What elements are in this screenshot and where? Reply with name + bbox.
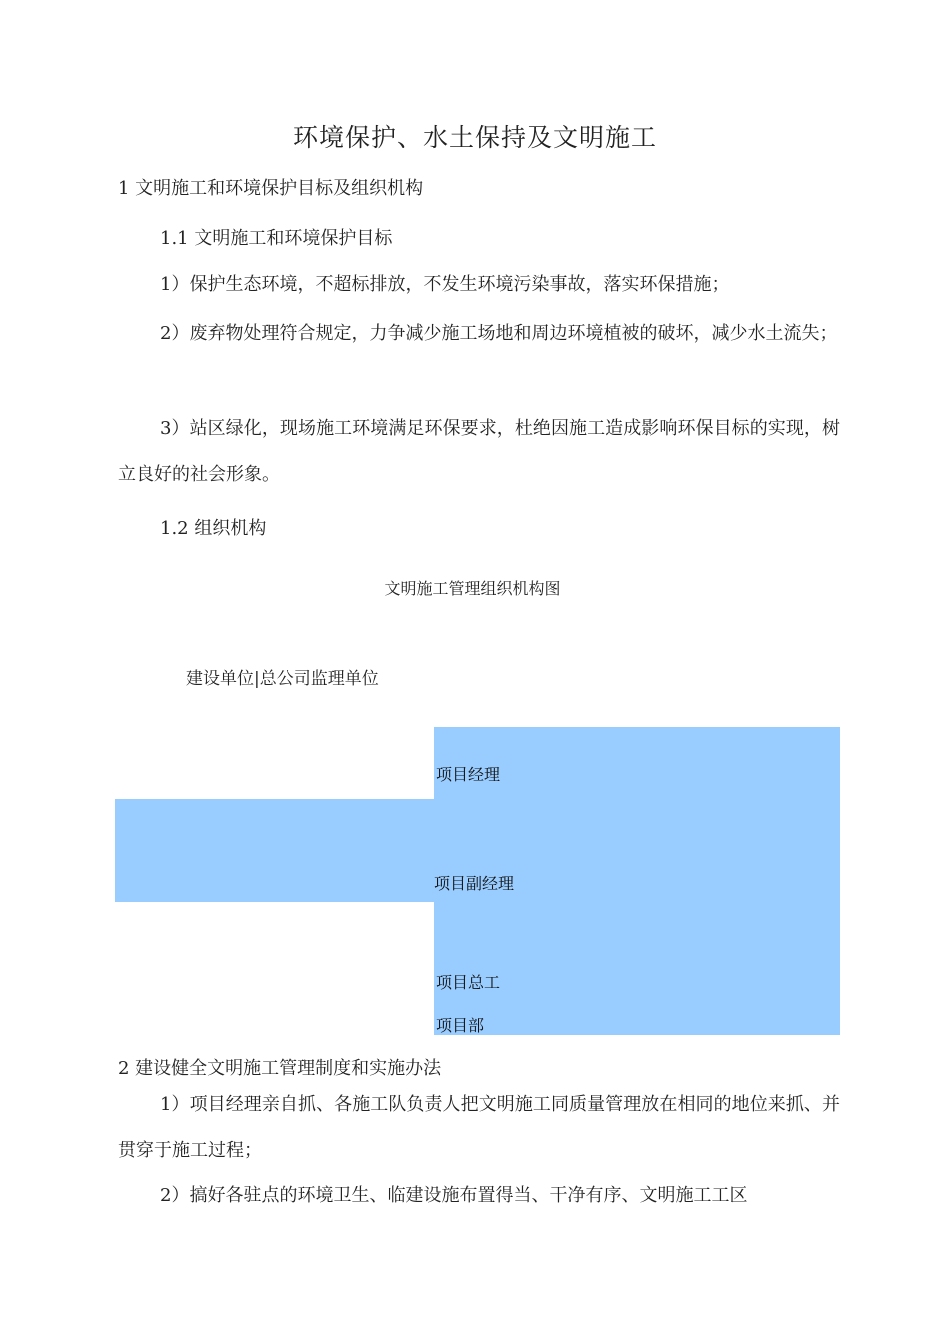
org-node-deputy-manager: 项目副经理: [434, 874, 515, 893]
org-node-project-manager: 项目经理: [436, 765, 501, 784]
page-title: 环境保护、水土保持及文明施工: [292, 123, 657, 152]
org-node-project-department: 项目部: [436, 1016, 485, 1035]
paragraph-goal-3: 3）站区绿化，现场施工环境满足环保要求，杜绝因施工造成影响环保目标的实现，树立良好的社会形象。: [118, 418, 840, 485]
org-chart-side-block: [115, 799, 435, 902]
section-1-heading: 1 文明施工和环境保护目标及组织机构: [118, 178, 424, 199]
paragraph-measure-1: 1）项目经理亲自抓、各施工队负责人把文明施工同质量管理放在相同的地位来抓、并贯穿于施工过程；: [118, 1094, 840, 1161]
section-1-2-heading: 1.2 组织机构: [160, 518, 267, 539]
paragraph-goal-2: 2）废弃物处理符合规定，力争减少施工场地和周边环境植被的破坏，减少水土流失；: [160, 323, 838, 344]
org-chart-units: 建设单位|总公司监理单位: [186, 669, 379, 689]
org-chart-caption: 文明施工管理组织机构图: [384, 579, 561, 598]
org-node-chief-engineer: 项目总工: [436, 973, 501, 992]
section-1-1-heading: 1.1 文明施工和环境保护目标: [160, 228, 393, 249]
paragraph-goal-1: 1）保护生态环境，不超标排放，不发生环境污染事故，落实环保措施；: [160, 274, 730, 295]
paragraph-measure-2: 2）搞好各驻点的环境卫生、临建设施布置得当、干净有序、文明施工工区: [160, 1185, 748, 1206]
section-2-heading: 2 建设健全文明施工管理制度和实施办法: [118, 1058, 442, 1079]
